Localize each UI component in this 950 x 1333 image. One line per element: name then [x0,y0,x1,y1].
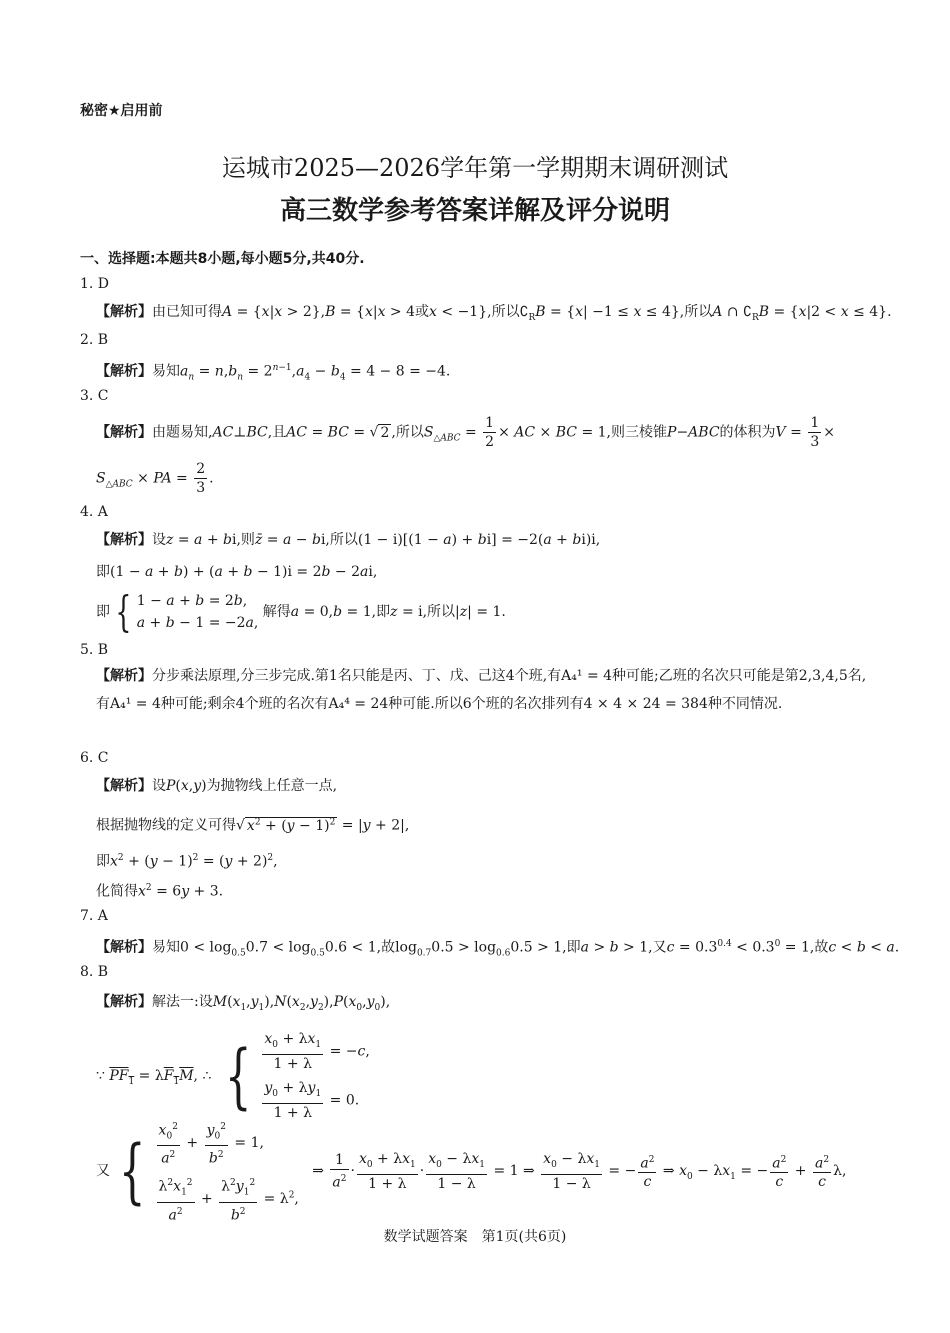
item-number: 4. A [80,504,108,520]
item-number: 1. D [80,276,110,292]
analysis-line: 【解析】易知$a_n = n,b_n = 2^{n-1},a_4 - b_4 = 4 - 8 = -4$. [96,363,451,383]
document-title: 高三数学参考答案详解及评分说明 [279,196,670,226]
analysis-tag: 【解析】 [96,532,152,548]
analysis-line: 即(1 − a + b) + (a + b − 1)i = 2b − 2ai, [96,564,378,580]
analysis-line: 【解析】设P(x,y)为抛物线上任意一点, [96,778,338,794]
analysis-paragraph [96,662,872,718]
analysis-line: ∵ $PF_1 = \lambda F_1M$, ∴ { $\frac{x_0 + \lambda x_1}{1 + \lambda}$ = −c, $\frac{y_0 + \lambda y_1}{1 + \lambda}$ = 0. [96,1031,370,1121]
item-number: 7. A [80,908,108,924]
analysis-line: $S_{\triangle ABC}$ × PA = $\frac{2}{3}$ . [96,461,214,496]
analysis-line: 【解析】由已知可得A = {x|x > 2},B = {x|x > 4或x < −1},所以$∁_RB = \{x| -1 \le x \le 4\}$,所以A ∩ $∁_RB = \{x|2 < x \le 4\}$. [96,304,892,323]
analysis-line: 【解析】由题易知,AC⊥BC,且AC = BC = √ 2 ,所以$S_{\triangle ABC}$ = $\frac{1}{2}$ × AC × BC = 1,则三棱锥P−ABC的体积为V = $\frac{1}{3}$ × [96,415,835,450]
analysis-tag: 【解析】 [96,668,152,684]
item-number: 2. B [80,332,109,348]
page-footer: 数学试题答案 第1页(共6页) [383,1229,567,1245]
item-number: 6. C [80,750,109,766]
analysis-line: 即$x^2 + (y - 1)^2 = (y + 2)^2$, [96,853,278,870]
analysis-tag: 【解析】 [96,363,152,380]
confidential-label: 秘密★启用前 [80,103,163,119]
analysis-line: 根据抛物线的定义可得√ $x^2 + (y - 1)^2 = |y + 2|$, [96,817,410,834]
analysis-line: 【解析】解法一:设$M(x_1,y_1),N(x_2,y_2),P(x_0,y_0)$, [96,994,391,1013]
analysis-text: 分步乘法原理,分三步完成.第1名只能是丙、丁、戊、己这4个班,有A₄¹ = 4种可能;乙班的名次只可能是第2,3,4,5名,有A₄¹ = 4种可能;剩余4个班的名次有A₄⁴ = 24种可能.所以6个班的名次排列有4 × 4 × 24 = 384种不同情况. [96,668,867,712]
analysis-line: 又 { $\frac{x_0^2}{a^2}$ + $\frac{y_0^2}{b^2}$ = 1, $\frac{\lambda^2x_1^2}{a^2}$ + $\frac{\lambda^2y_1^2}{b^2}$ = $\lambda^2$, ⇒ $\frac{1}{a^2}$ · $\frac{x_0 + \lambda x_1}{1 + \lambda}$ · $\frac{x_0 - \lambda x_1}{1 - \lambda}$ = 1 ⇒ $\frac{x_0 - \lambda x_1}{1 - \lambda}$ = − $\frac{a^2}{c}$ ⇒ $x_0 - \lambda x_1$ = − $\frac{a^2}{c}$ + $\frac{a^2}{c}$ λ, [96,1118,846,1224]
analysis-line: 即 { 1 − a + b = 2b, a + b − 1 = −2a, 解得a = 0,b = 1,即z = i,所以|z| = 1. [96,587,506,636]
analysis-tag: 【解析】 [96,939,152,956]
section-heading: 一、选择题:本题共8小题,每小题5分,共40分. [80,251,365,267]
item-number: 3. C [80,388,109,404]
item-number: 8. B [80,964,109,980]
exam-title: 运城市2025—2026学年第一学期期末调研测试 [221,154,729,182]
analysis-line: 【解析】易知$0 < \log_{0.5}0.7 < \log_{0.5}0.6 < 1$,故$\log_{0.7}0.5 > \log_{0.6}0.5 > 1$,即a > b > 1,又$c = 0.3^{0.4} < 0.3^0 = 1$,故c < b < a. [96,939,900,959]
analysis-tag: 【解析】 [96,424,152,441]
analysis-tag: 【解析】 [96,304,152,320]
analysis-line: 【解析】设z = a + bi,则z̄ = a − bi,所以(1 − i)[(1 − a) + bi] = −2(a + bi)i, [96,532,601,548]
item-number: 5. B [80,642,109,658]
analysis-line: 化简得$x^2 = 6y + 3$. [96,883,224,900]
analysis-tag: 【解析】 [96,994,152,1010]
analysis-tag: 【解析】 [96,778,152,794]
